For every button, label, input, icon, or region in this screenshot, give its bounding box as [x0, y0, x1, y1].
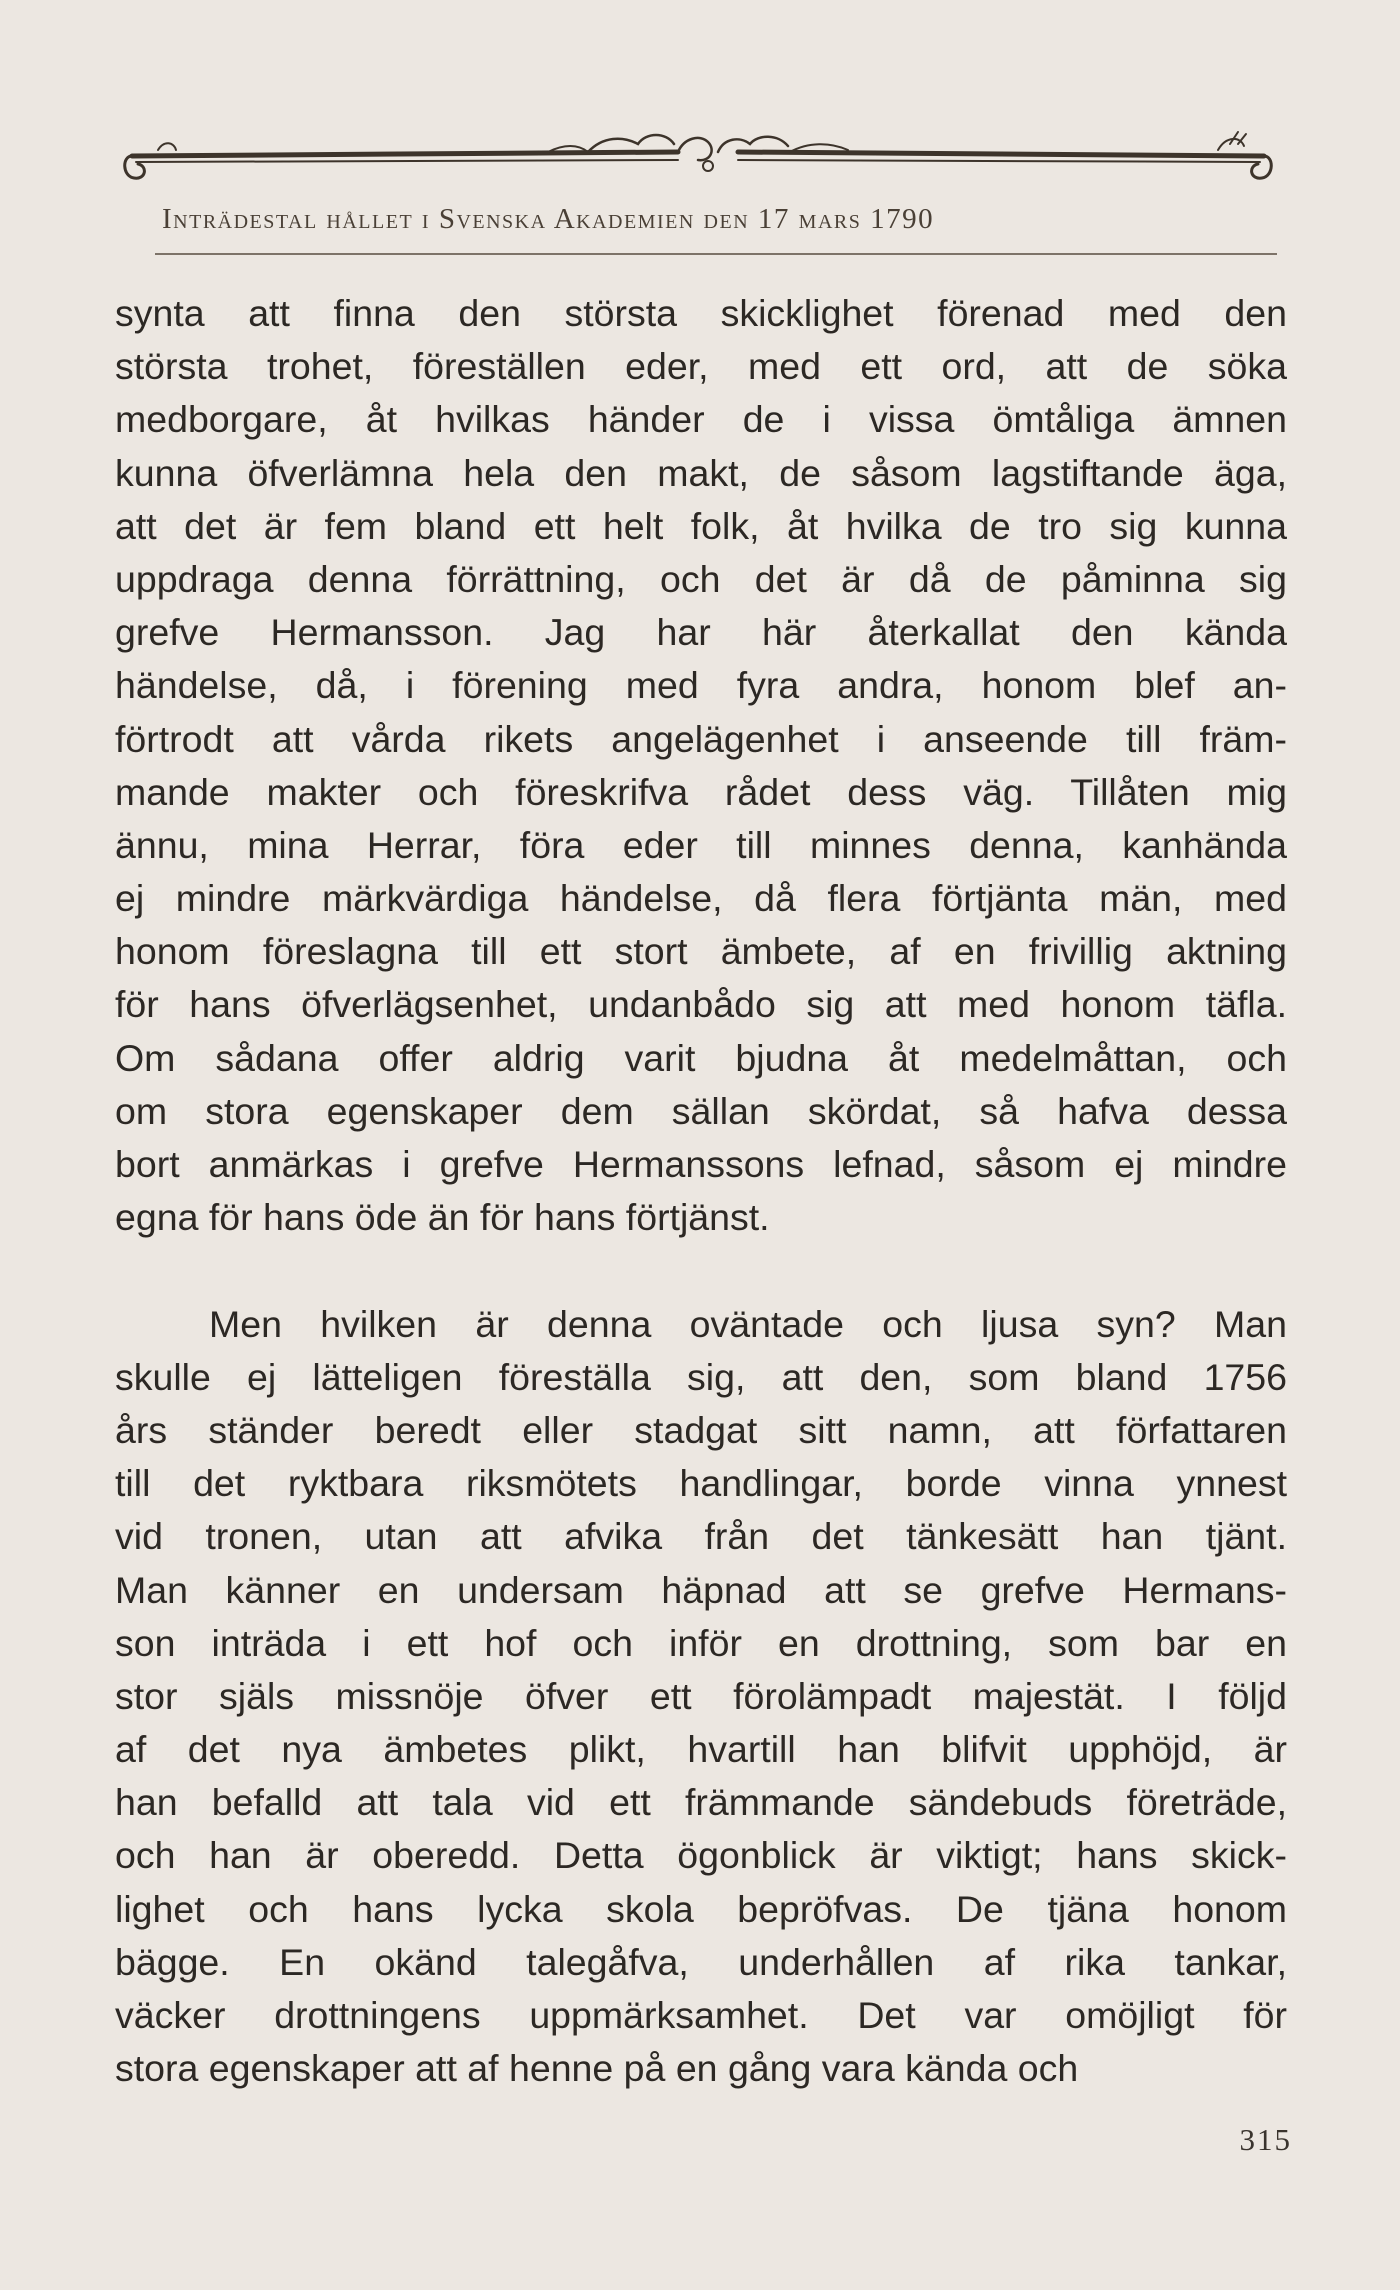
text-line: stor själs missnöje öfver ett förolämpadt majestät. I följd: [115, 1674, 1287, 1717]
text-line: väcker drottningens uppmärksamhet. Det var omöjligt för: [115, 1994, 1287, 2036]
text-line: förtrodt att vårda rikets angelägenhet i anseende till främ-: [115, 717, 1287, 760]
page-number: 315: [1239, 2122, 1292, 2157]
text-line: års ständer beredt eller stadgat sitt namn, att författaren: [115, 1408, 1287, 1451]
text-line: största trohet, föreställen eder, med ett ord, att de söka: [115, 345, 1287, 388]
text-line: kunna öfverlämna hela den makt, de såsom lagstiftande äga,: [115, 451, 1287, 494]
text-line: mande makter och föreskrifva rådet dess väg. Tillåten mig: [115, 770, 1287, 813]
running-head: Inträdestal hållet i Svenska Akademien den 17 mars 1790: [162, 203, 935, 235]
text-line: grefve Hermansson. Jag har här återkallat den kända: [115, 611, 1287, 654]
text-line: lighet och hans lycka skola bepröfvas. De tjäna honom: [115, 1887, 1287, 1930]
text-line: vid tronen, utan att afvika från det tänkesätt han tjänt.: [115, 1515, 1287, 1558]
header-ornament: [118, 130, 1278, 200]
text-line: om stora egenskaper dem sällan skördat, så hafva dessa: [115, 1089, 1287, 1132]
body-text: [115, 287, 1287, 2095]
text-line: ej mindre märkvärdiga händelse, då flera förtjänta män, med: [115, 877, 1287, 920]
text-line: medborgare, åt hvilkas händer de i vissa ömtåliga ämnen: [115, 398, 1287, 441]
text-line: att det är fem bland ett helt folk, åt hvilka de tro sig kunna: [115, 504, 1287, 547]
text-line: bort anmärkas i grefve Hermanssons lefnad, såsom ej mindre: [115, 1143, 1287, 1185]
text-line: skulle ej lätteligen föreställa sig, att den, som bland 1756: [115, 1355, 1287, 1398]
text-line: synta att finna den största skicklighet förenad med den: [115, 292, 1287, 334]
text-line: ännu, mina Herrar, föra eder till minnes denna, kanhända: [115, 823, 1287, 866]
header-rule: [155, 253, 1277, 255]
text-line: egna för hans öde än för hans förtjänst.: [115, 1196, 770, 1239]
text-line: till det ryktbara riksmötets handlingar, borde vinna ynnest: [115, 1462, 1287, 1505]
text-line: bägge. En okänd talegåfva, underhållen af rika tankar,: [115, 1940, 1287, 1983]
text-line: Om sådana offer aldrig varit bjudna åt medelmåttan, och: [115, 1036, 1287, 1079]
text-line: honom föreslagna till ett stort ämbete, af en frivillig aktning: [115, 930, 1287, 973]
text-line: han befalld att tala vid ett främmande sändebuds företräde,: [115, 1781, 1287, 1824]
text-line: händelse, då, i förening med fyra andra, honom blef an-: [115, 664, 1287, 707]
text-line: för hans öfverlägsenhet, undanbådo sig att med honom täfla.: [115, 983, 1287, 1026]
paragraph: [115, 287, 1287, 1244]
text-line: Men hvilken är denna oväntade och ljusa syn? Man: [209, 1302, 1287, 1345]
text-line: Man känner en undersam häpnad att se grefve Hermans-: [115, 1568, 1287, 1611]
text-line: och han är oberedd. Detta ögonblick är viktigt; hans skick-: [115, 1834, 1287, 1877]
paragraph: [115, 1298, 1287, 2096]
text-line: stora egenskaper att af henne på en gång vara kända och: [115, 2047, 1079, 2090]
text-line: af det nya ämbetes plikt, hvartill han blifvit upphöjd, är: [115, 1728, 1287, 1771]
text-line: uppdraga denna förrättning, och det är då de påminna sig: [115, 557, 1287, 600]
paragraph-gap: [115, 1244, 1287, 1297]
text-line: son inträda i ett hof och inför en drottning, som bar en: [115, 1621, 1287, 1664]
